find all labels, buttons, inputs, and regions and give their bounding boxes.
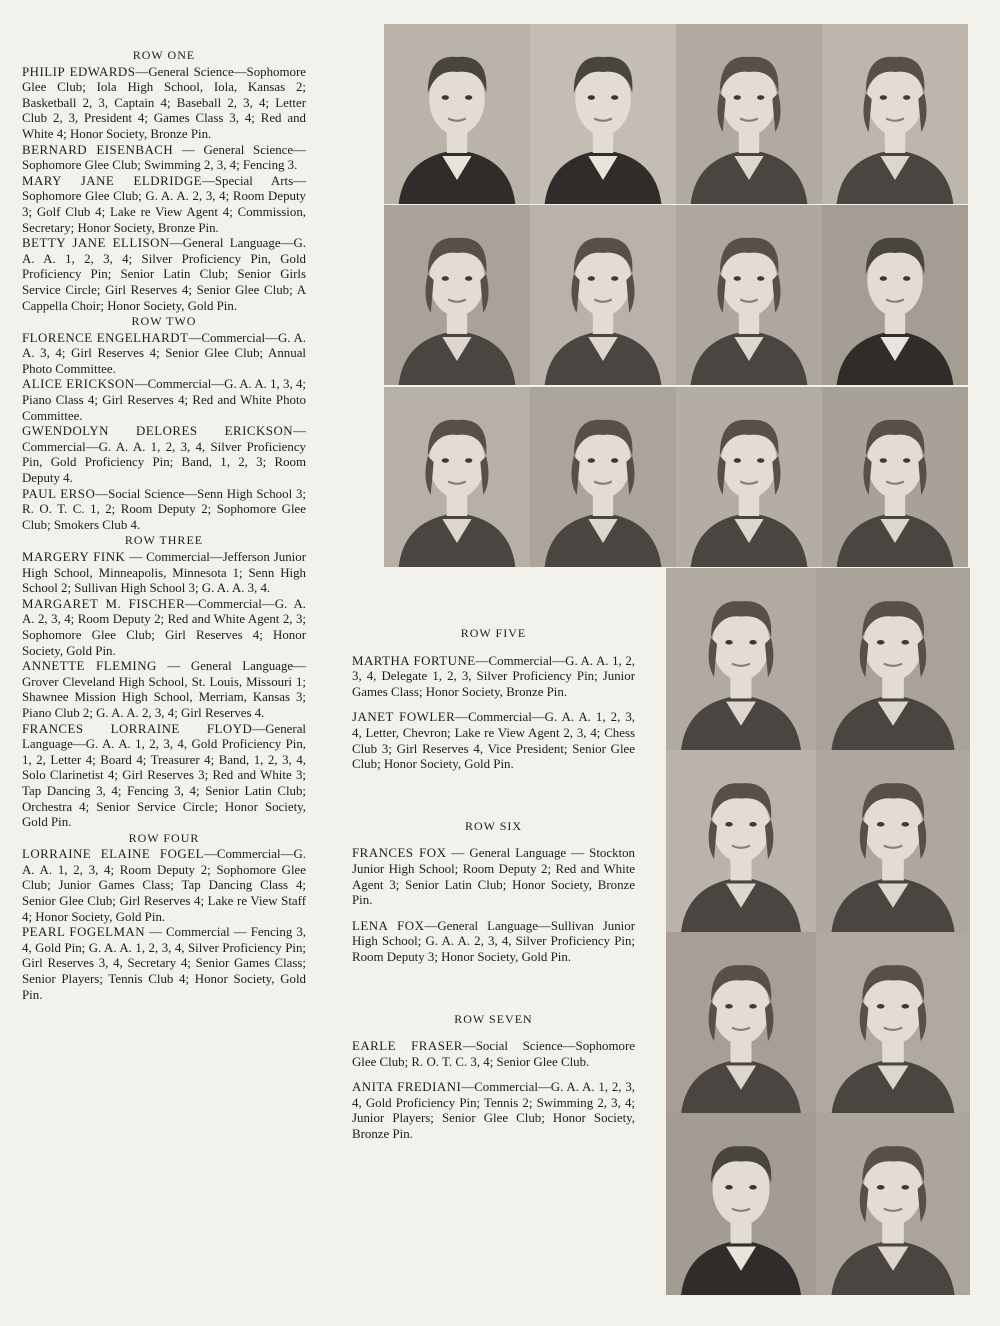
- middle-text-column: [352, 626, 635, 1153]
- student-name: LORRAINE ELAINE FOGEL: [22, 847, 204, 862]
- student-name: BERNARD EISENBACH: [22, 142, 174, 157]
- student-name: PAUL ERSO: [22, 486, 96, 501]
- student-name: EARLE FRASER: [352, 1039, 463, 1054]
- student-activities: —Commercial—G. A. A. 3, 4; Girl Reserves 4; Senior Glee Club; Annual Photo Committee.: [22, 330, 306, 376]
- student-portrait-photo: [816, 568, 970, 750]
- student-name: PEARL FOGELMAN: [22, 925, 146, 940]
- student-portrait-photo: [530, 205, 676, 385]
- student-entry: [22, 925, 306, 1003]
- student-name: ALICE ERICKSON: [22, 377, 135, 392]
- row-heading: ROW SEVEN: [454, 1011, 533, 1026]
- row-heading: ROW ONE: [132, 48, 196, 62]
- student-portrait-photo: [822, 24, 968, 204]
- student-name: FRANCES LORRAINE FLOYD: [22, 721, 253, 736]
- student-portrait-photo: [384, 387, 530, 567]
- student-activities: — General Language — Stockton Junior High School; Room Deputy 2; Red and White Agent 3; Senior Latin Club; Honor Society, Bronze Pin.: [352, 846, 635, 908]
- student-activities: —General Language—G. A. A. 1, 2, 3, 4; Silver Proficiency Pin, Gold Proficiency Pin; Senior Latin Club; Senior Girls Service Circle; Girl Reserves 4; Senior Glee Club; A Cappella Choir; Honor Society, Gold Pin.: [22, 236, 306, 313]
- left-text-column: [22, 48, 306, 1003]
- student-name: MARGARET M. FISCHER: [22, 596, 186, 611]
- student-portrait-photo: [384, 24, 530, 204]
- student-activities: —General Language—G. A. A. 1, 2, 3, 4, Gold Proficiency Pin, 1, 2, Letter 4; Board 4; Treasurer 4; Band, 1, 2, 3, 4, Solo Clarinetist 4; Girl Reserves 3; Red and White 3; Tap Dancing 3, 4; Fencing 3, 4; Senior Latin Club; Orchestra 4; Senior Service Circle; Honor Society, Gold Pin.: [22, 721, 306, 830]
- student-entry: [352, 846, 635, 908]
- student-entry: [352, 1080, 635, 1142]
- student-portrait-photo: [384, 205, 530, 385]
- student-name: ANITA FREDIANI: [352, 1080, 462, 1095]
- student-entry: [22, 550, 306, 597]
- student-entry: [22, 487, 306, 534]
- student-portrait-photo: [666, 750, 816, 932]
- student-entry: [22, 331, 306, 378]
- student-entry: [22, 174, 306, 236]
- student-name: BETTY JANE ELLISON: [22, 236, 170, 251]
- row-heading: ROW THREE: [124, 533, 204, 548]
- student-portrait-photo: [676, 24, 822, 204]
- student-entry: [22, 236, 306, 314]
- student-activities: — General Language—Grover Cleveland High School, St. Louis, Missouri 1; Shawnee Mission High School, Merriam, Kansas 3; Piano Club 2; G. A. A. 2, 3, 4; Girl Reserves 4.: [22, 659, 306, 720]
- student-activities: — General Science—Sophomore Glee Club; Swimming 2, 3, 4; Fencing 3.: [22, 142, 306, 173]
- student-portrait-photo: [816, 1113, 970, 1295]
- student-activities: —Commercial—G. A. A. 1, 2, 3, 4, Silver Proficiency Pin, Gold Proficiency Pin; Band, 1, 2, 3; Room Deputy 4.: [22, 424, 306, 486]
- student-entry: [22, 597, 306, 659]
- student-name: GWENDOLYN DELORES ERICKSON: [22, 424, 294, 439]
- student-portrait-photo: [530, 24, 676, 204]
- student-portrait-photo: [666, 1113, 816, 1295]
- student-activities: —Commercial—G. A. A. 1, 2, 3, 4; Room Deputy 2; Sophomore Glee Club; Junior Games Class; Tap Dancing Class 4; Senior Glee Club; Girl Reserves 4; Lake re View Staff 4; Honor Society, Gold Pin.: [22, 847, 306, 924]
- student-entry: [352, 710, 635, 772]
- student-activities: — Commercial — Fencing 3, 4, Gold Pin; G. A. A. 1, 2, 3, 4, Silver Proficiency Pin; Girl Reserves 3, 4, Secretary 4; Senior Games Class; Senior Players; Tennis Club 4; Honor Society, Gold Pin.: [22, 925, 307, 1002]
- row-heading: ROW FIVE: [460, 626, 527, 640]
- student-entry: [22, 847, 306, 925]
- student-activities: —Commercial—G. A. A. 1, 2, 3, 4, Letter, Chevron; Lake re View Agent 2, 3, 4; Chess Club 3; Girl Reserves 4, Vice President; Senior Glee Club; Honor Society, Gold Pin.: [352, 710, 635, 772]
- student-portrait-photo: [530, 387, 676, 567]
- student-entry: [22, 65, 306, 143]
- student-entry: [22, 659, 306, 721]
- student-activities: —Commercial—G. A. A. 1, 2, 3, 4, Delegate 1, 2, 3, Silver Proficiency Pin; Junior Games Class; Honor Society, Bronze Pin.: [352, 653, 635, 699]
- student-activities: —Special Arts—Sophomore Glee Club; G. A. A. 2, 3, 4; Room Deputy 3; Golf Club 4; Lake re View Agent 4; Commission, Secretary; Honor Society, Bronze Pin.: [22, 173, 306, 235]
- student-name: PHILIP EDWARDS: [22, 64, 136, 79]
- student-name: ANNETTE FLEMING: [22, 659, 157, 674]
- student-entry: [352, 919, 635, 966]
- student-portrait-photo: [822, 205, 968, 385]
- row-heading: ROW FOUR: [128, 830, 200, 845]
- student-entry: [22, 377, 306, 424]
- student-name: FLORENCE ENGELHARDT: [22, 330, 189, 345]
- student-activities: — Commercial—Jefferson Junior High School, Minneapolis, Minnesota 1; Senn High School 2; Sullivan High School 3; G. A. A. 3, 4.: [22, 550, 306, 596]
- student-activities: —Social Science—Sophomore Glee Club; R. O. T. C. 3, 4; Senior Glee Club.: [352, 1039, 635, 1069]
- student-portrait-photo: [822, 387, 968, 567]
- student-activities: —General Language—Sullivan Junior High School; G. A. A. 2, 3, 4, Silver Proficiency Pin; Room Deputy 3; Honor Society, Gold Pin.: [352, 918, 635, 964]
- student-portrait-photo: [816, 932, 970, 1114]
- student-entry: [352, 654, 635, 701]
- student-entry: [22, 424, 306, 486]
- student-activities: —Commercial—G. A. A. 2, 3, 4; Room Deputy 2; Red and White Agent 2, 3; Sophomore Glee Club; Girl Reserves 4; Honor Society, Gold Pin.: [22, 596, 306, 658]
- student-portrait-photo: [666, 568, 816, 750]
- student-name: MARGERY FINK: [22, 550, 126, 564]
- student-entry: [352, 1039, 635, 1070]
- row-heading: ROW SIX: [464, 818, 523, 833]
- student-name: MARY JANE ELDRIDGE: [22, 173, 202, 188]
- row-heading: ROW TWO: [131, 314, 197, 329]
- student-name: LENA FOX: [352, 918, 425, 933]
- student-portrait-photo: [676, 205, 822, 385]
- student-activities: —Commercial—G. A. A. 1, 3, 4; Piano Class 4; Girl Reserves 4; Red and White Photo Committee.: [22, 377, 306, 423]
- student-name: JANET FOWLER: [352, 710, 456, 725]
- student-portrait-photo: [816, 750, 970, 932]
- student-entry: [22, 143, 306, 174]
- student-portrait-photo: [666, 932, 816, 1114]
- student-entry: [22, 722, 306, 831]
- student-activities: —Social Science—Senn High School 3; R. O. T. C. 1, 2; Room Deputy 2; Sophomore Glee Club; Smokers Club 4.: [22, 486, 306, 532]
- student-portrait-photo: [676, 387, 822, 567]
- student-name: FRANCES FOX: [352, 846, 447, 861]
- student-activities: —Commercial—G. A. A. 1, 2, 3, 4, Gold Proficiency Pin; Tennis 2; Swimming 2, 3, 4; Junior Players; Senior Glee Club; Honor Society, Bronze Pin.: [352, 1080, 635, 1142]
- student-name: MARTHA FORTUNE: [352, 653, 476, 668]
- student-activities: —General Science—Sophomore Glee Club; Iola High School, Iola, Kansas 2; Basketball 2, 3, Captain 4; Baseball 2, 3, 4; Letter Club 2, 3, President 4; Games Class 3, 4; Red and White 4; Honor Society, Bronze Pin.: [22, 64, 306, 141]
